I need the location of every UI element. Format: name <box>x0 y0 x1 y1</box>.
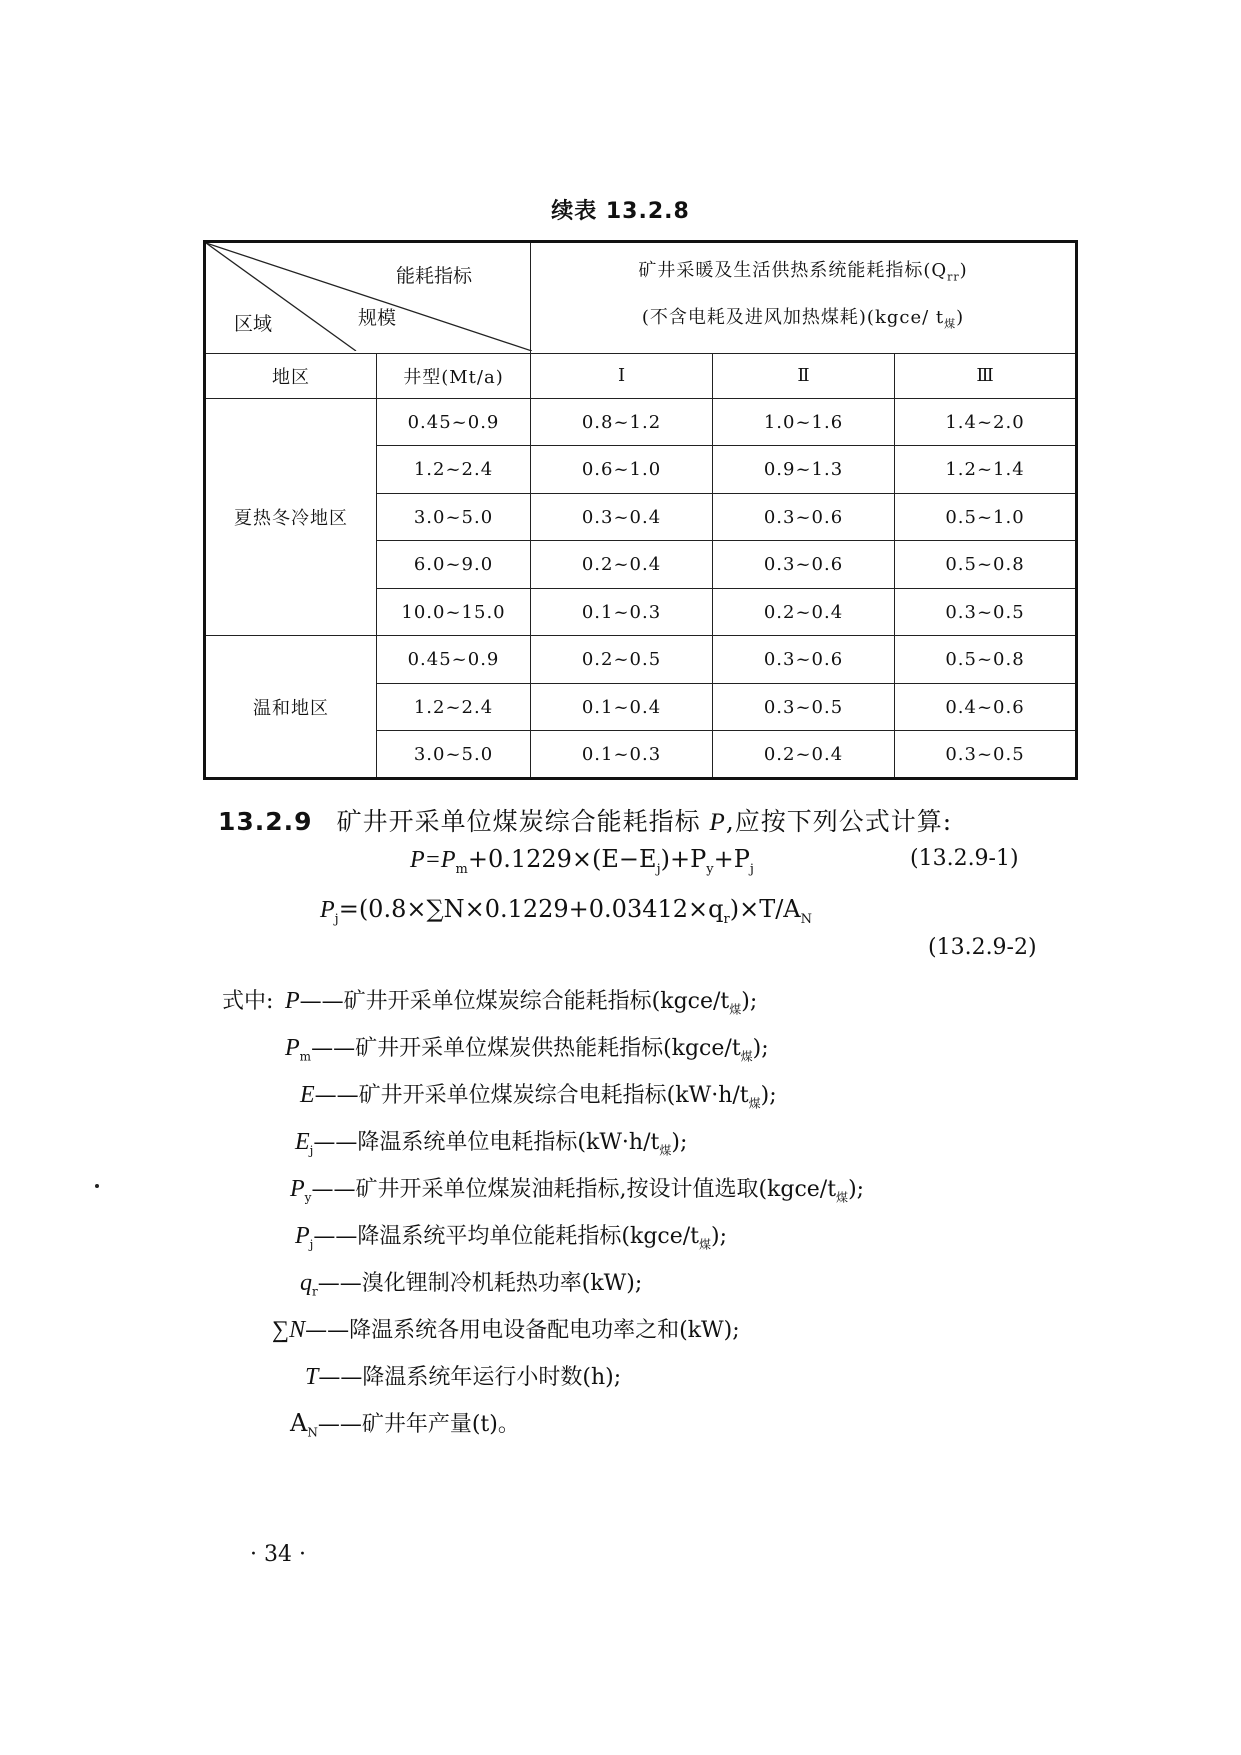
value-cell: 0.1~0.3 <box>531 731 713 779</box>
value-cell: 0.3~0.6 <box>713 493 895 541</box>
column-region: 地区 <box>205 353 377 398</box>
grade-2: Ⅱ <box>713 353 895 398</box>
header-energy-index: 能耗指标 <box>396 265 473 287</box>
grade-3: Ⅲ <box>895 353 1077 398</box>
scale-cell: 3.0~5.0 <box>377 731 531 779</box>
value-cell: 0.1~0.4 <box>531 683 713 731</box>
value-cell: 1.0~1.6 <box>713 398 895 446</box>
scale-cell: 10.0~15.0 <box>377 588 531 636</box>
page-number: · 34 · <box>250 1542 306 1567</box>
value-cell: 0.2~0.4 <box>713 731 895 779</box>
value-cell: 0.3~0.5 <box>895 731 1077 779</box>
definition-item: $E_j——$降温系统单位电耗指标$(kW\cdot h/t_煤)$; <box>295 1129 688 1158</box>
equation-number-2: (13.2.9-2) <box>928 935 1037 960</box>
clause-symbol: P <box>709 809 726 836</box>
grade-1: Ⅰ <box>531 353 713 398</box>
value-cell: 0.5~0.8 <box>895 636 1077 684</box>
formula-2: $P_j=(0.8\times\sum N\times 0.1229+0.03412\times q_r)\times T/A_N$ <box>320 895 812 927</box>
scan-speck <box>95 1184 99 1188</box>
definition-item: E——矿井开采单位煤炭综合电耗指标$(kW\cdot h/t_煤)$; <box>300 1082 777 1111</box>
scale-cell: 6.0~9.0 <box>377 541 531 589</box>
value-cell: 0.3~0.6 <box>713 541 895 589</box>
value-cell: 0.1~0.3 <box>531 588 713 636</box>
definition-item: $P_j——$降温系统平均单位能耗指标$(kgce/t_煤)$; <box>295 1223 728 1252</box>
value-cell: 1.2~1.4 <box>895 446 1077 494</box>
definition-item: P——矿井开采单位煤炭综合能耗指标$(kgce/t_煤)$; <box>285 988 758 1017</box>
value-cell: 1.4~2.0 <box>895 398 1077 446</box>
scale-cell: 3.0~5.0 <box>377 493 531 541</box>
scale-cell: 1.2~2.4 <box>377 683 531 731</box>
value-cell: 0.3~0.5 <box>895 588 1077 636</box>
value-cell: 0.5~1.0 <box>895 493 1077 541</box>
value-cell: 0.3~0.4 <box>531 493 713 541</box>
value-cell: 0.2~0.4 <box>531 541 713 589</box>
value-cell: 0.2~0.4 <box>713 588 895 636</box>
value-cell: 0.4~0.6 <box>895 683 1077 731</box>
header-region: 区域 <box>234 313 273 335</box>
region-mild: 温和地区 <box>205 636 377 779</box>
clause-text-end: ,应按下列公式计算: <box>725 807 953 836</box>
value-cell: 0.2~0.5 <box>531 636 713 684</box>
definition-item: $A_N——$矿井年产量(t)。 <box>290 1409 520 1440</box>
formula-1: $P=P_m+0.1229\times(E-E_j)+P_y+P_j$ <box>410 845 754 877</box>
column-scale: 井型(Mt/a) <box>377 353 531 398</box>
heating-energy-header: 矿井采暖及生活供热系统能耗指标$(Q_{rr})$ (不含电耗及进风加热煤耗)(kgce/ $t_煤$) <box>531 242 1077 354</box>
value-cell: 0.8~1.2 <box>531 398 713 446</box>
table-row <box>205 398 1077 446</box>
definition-item: ∑N——降温系统各用电设备配电功率之和(kW); <box>272 1317 740 1343</box>
definition-item: $P_y——$矿井开采单位煤炭油耗指标,按设计值选取$(kgce/t_煤)$; <box>290 1176 865 1205</box>
header-scale: 规模 <box>358 307 397 329</box>
value-cell: 0.3~0.5 <box>713 683 895 731</box>
value-cell: 0.9~1.3 <box>713 446 895 494</box>
equation-number-1: (13.2.9-1) <box>910 846 1019 871</box>
scale-cell: 0.45~0.9 <box>377 398 531 446</box>
value-cell: 0.5~0.8 <box>895 541 1077 589</box>
clause-text: 矿井开采单位煤炭综合能耗指标 <box>336 807 710 836</box>
definition-item: T——降温系统年运行小时数(h); <box>305 1364 622 1390</box>
clause-number: 13.2.9 <box>218 807 313 836</box>
table-caption: 续表 13.2.8 <box>551 199 690 224</box>
scale-cell: 0.45~0.9 <box>377 636 531 684</box>
definition-item: $q_r——$溴化锂制冷机耗热功率(kW); <box>300 1270 643 1299</box>
region-hot-summer-cold-winter: 夏热冬冷地区 <box>205 398 377 636</box>
value-cell: 0.3~0.6 <box>713 636 895 684</box>
definition-item: $P_m——$矿井开采单位煤炭供热能耗指标$(kgce/t_煤)$; <box>285 1035 769 1064</box>
scale-cell: 1.2~2.4 <box>377 446 531 494</box>
value-cell: 0.6~1.0 <box>531 446 713 494</box>
energy-index-table <box>203 240 1078 780</box>
table-row <box>205 636 1077 684</box>
clause-13-2-9 <box>218 802 952 838</box>
where-label: 式中: <box>222 989 274 1014</box>
diagonal-header-cell <box>205 242 531 354</box>
